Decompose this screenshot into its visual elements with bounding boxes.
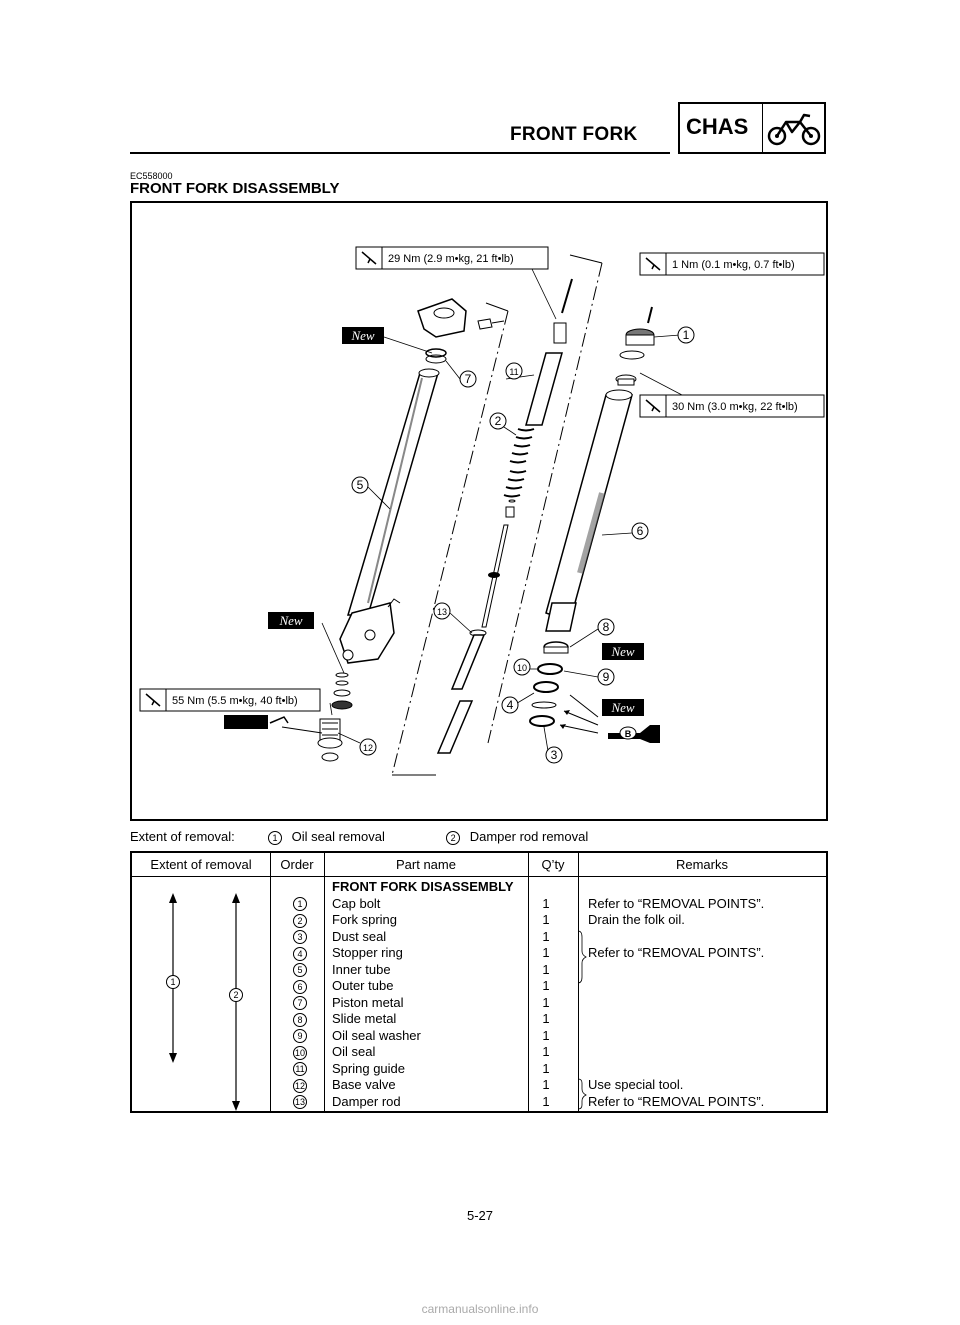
part-name-cell: Oil seal [332,1044,376,1059]
table-header [132,853,826,877]
fork-spring-2 [504,429,534,497]
new-label [268,612,314,629]
order-number: 13 [294,1097,305,1108]
table-row [132,978,826,995]
new-label-text: New [611,644,635,659]
torque-spec-text: 30 Nm (3.0 m•kg, 22 ft•lb) [672,401,798,413]
extent-marker-2: 2 [229,988,243,1002]
qty-cell: 1 [542,1077,550,1092]
damper-rod-13 [438,525,508,753]
order-number: 7 [293,996,307,1010]
new-label-text: New [351,328,375,343]
order-cell [276,912,324,928]
extent-label: Extent of removal: [130,829,235,844]
torque-spec-text: 55 Nm (5.5 m•kg, 40 ft•lb) [172,695,298,707]
header-qty: Q’ty [541,857,565,872]
qty-cell: 1 [542,928,550,944]
special-tool-icon [224,715,322,733]
part-name-cell: Base valve [332,1077,396,1092]
part-name-cell: Oil seal washer [332,1027,421,1043]
order-cell [276,1061,324,1077]
new-label-text: New [611,700,635,715]
new-label [602,699,644,716]
exploded-diagram [130,201,828,821]
grease-icon [608,725,660,743]
outer-tube-6 [546,390,632,631]
qty-cell: 1 [542,1093,550,1109]
order-number: 10 [294,1047,305,1058]
order-number: 12 [294,1080,305,1091]
order-cell [276,1028,324,1044]
order-number: 1 [293,897,307,911]
header-remarks: Remarks [675,857,728,872]
part-name-cell: Damper rod [332,1093,401,1109]
part-name-cell: Cap bolt [332,895,381,911]
new-label-text: New [279,613,303,628]
remarks-cell: Drain the folk oil. [588,912,685,927]
order-cell [276,1077,324,1093]
order-number: 6 [293,980,307,994]
header-extent: Extent of removal [150,857,252,872]
qty-cell: 1 [542,1027,550,1043]
torque-spec-3 [640,395,824,417]
order-number: 3 [293,930,307,944]
order-number: 9 [293,1029,307,1043]
order-cell [276,1094,324,1110]
order-cell [276,945,324,961]
callout-number: 11 [509,367,519,377]
section-badge [678,102,826,154]
part-name-cell: Spring guide [332,1060,405,1076]
qty-cell: 1 [542,945,550,960]
callout-number: 10 [516,663,528,673]
table-row [132,912,826,929]
remarks-cell: Refer to “REMOVAL POINTS”. [588,895,765,911]
order-number: 11 [293,1062,307,1076]
table-row [132,945,826,962]
order-cell [276,962,324,978]
table-row [132,1061,826,1078]
spring-guide-11 [526,279,572,425]
qty-cell: 1 [542,994,550,1010]
callout-number: 1 [682,328,690,342]
order-cell [276,929,324,945]
page-number: 5-27 [466,1208,494,1223]
callout-number: 5 [356,478,364,492]
header-order: Order [280,857,314,872]
section-code: CHAS [686,114,749,139]
order-number: 4 [293,947,307,961]
table-row [132,896,826,913]
callout-number: 7 [464,372,472,386]
torque-spec-4 [140,689,320,711]
footer-watermark: carmanualsonline.info [421,1302,539,1316]
grease-label: B [624,729,632,739]
order-number: 5 [293,963,307,977]
remarks-cell: Refer to “REMOVAL POINTS”. [588,1093,765,1109]
table-row [132,929,826,946]
extent-item-text: Damper rod removal [469,829,589,844]
document-code: EC558000 [130,171,173,181]
table-row [132,1028,826,1045]
part-name-cell: Fork spring [332,912,398,927]
table-group-row [132,879,826,896]
part-name-cell: Dust seal [332,928,387,944]
part-name-cell: Stopper ring [332,945,403,960]
torque-spec-1 [356,247,548,269]
extent-item-number: 1 [268,831,282,845]
qty-cell: 1 [542,912,550,927]
qty-cell: 1 [542,961,550,977]
section-title: FRONT FORK DISASSEMBLY [130,180,340,197]
table-row [132,1094,826,1111]
order-cell [276,1044,324,1060]
torque-spec-text: 1 Nm (0.1 m•kg, 0.7 ft•lb) [672,259,795,271]
callout-number: 13 [436,607,448,617]
callout-number: 4 [506,698,514,712]
table-row [132,1011,826,1028]
part-name-cell: Outer tube [332,978,394,993]
extent-of-removal [130,829,588,845]
part-name-cell: Piston metal [332,994,404,1010]
table-row [132,1077,826,1094]
qty-cell: 1 [542,1011,550,1026]
new-label [342,327,384,344]
callout-number: 8 [602,620,610,634]
header-part-name: Part name [396,857,456,872]
callout-number: 2 [494,414,502,428]
part-name-cell: Inner tube [332,961,391,977]
qty-cell: 1 [542,895,550,911]
base-valve-12 [318,719,342,761]
order-number: 2 [293,914,307,928]
extent-item-text: Oil seal removal [291,829,385,844]
order-number: 8 [293,1013,307,1027]
page-header-title: FRONT FORK [510,124,638,145]
cap-bolt-1 [616,307,654,385]
callout-number: 3 [550,748,558,762]
qty-cell: 1 [542,1044,550,1059]
torque-spec-text: 29 Nm (2.9 m•kg, 21 ft•lb) [388,253,514,265]
remarks-cell: Refer to “REMOVAL POINTS”. [588,945,765,960]
fork-bottom [340,599,400,663]
motorcycle-icon [766,110,822,148]
order-cell [276,978,324,994]
table-row [132,1044,826,1061]
qty-cell: 1 [542,978,550,993]
table-row [132,995,826,1012]
order-cell [276,896,324,912]
table-row [132,962,826,979]
new-label [602,643,644,660]
header-rule [130,152,670,154]
extent-item-number: 2 [446,831,460,845]
callout-number: 6 [636,524,644,538]
extent-marker-1: 1 [166,975,180,989]
disassembly-table [130,851,828,1113]
order-cell [276,995,324,1011]
remarks-cell: Use special tool. [588,1077,684,1092]
group-title: FRONT FORK DISASSEMBLY [332,879,514,894]
order-cell [276,1011,324,1027]
qty-cell: 1 [542,1060,550,1076]
part-name-cell: Slide metal [332,1011,397,1026]
badge-divider [762,104,763,152]
callout-number: 12 [362,743,374,753]
callout-number: 9 [602,670,610,684]
torque-spec-2 [640,253,824,275]
